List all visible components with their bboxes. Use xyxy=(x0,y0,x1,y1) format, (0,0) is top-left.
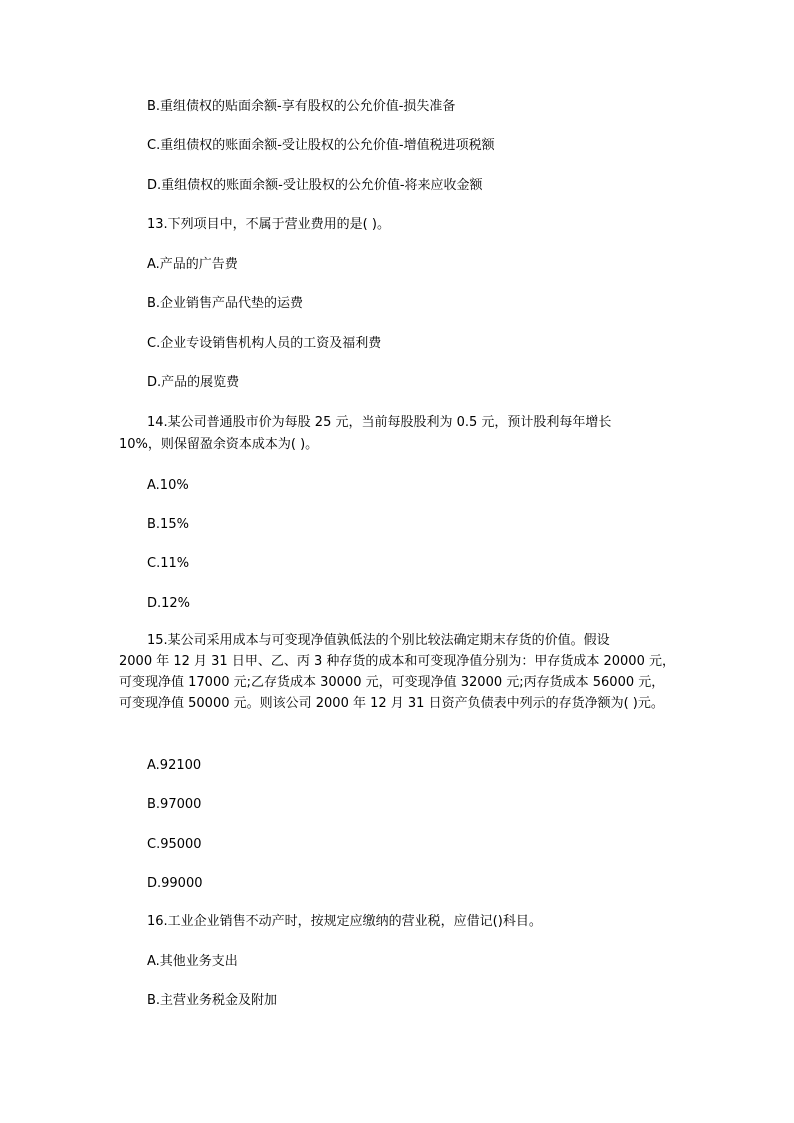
q15-stem-line4: 可变现净值 50000 元。则该公司 2000 年 12 月 31 日资产负债表中列示的存货净额为( )元。 xyxy=(119,696,664,711)
q15-stem-line1: 15.某公司采用成本与可变现净值孰低法的个别比较法确定期末存货的价值。假设 xyxy=(147,633,610,648)
q16-stem: 16.工业企业销售不动产时，按规定应缴纳的营业税，应借记()科目。 xyxy=(147,914,542,929)
q13-option-a: A.产品的广告费 xyxy=(147,257,238,272)
q14-stem-line1: 14.某公司普通股市价为每股 25 元，当前每股股利为 0.5 元，预计股利每年增长 xyxy=(147,415,612,430)
q16-option-b: B.主营业务税金及附加 xyxy=(147,993,278,1008)
q14-option-c: C.11% xyxy=(147,556,190,571)
q14-stem-line2: 10%，则保留盈余资本成本为( )。 xyxy=(119,437,319,452)
q13-stem: 13.下列项目中，不属于营业费用的是( )。 xyxy=(147,217,390,232)
q15-option-b: B.97000 xyxy=(147,797,202,812)
q15-stem-line3: 可变现净值 17000 元;乙存货成本 30000 元，可变现净值 32000 元;丙存货成本 56000 元， xyxy=(119,675,665,690)
q14-option-a: A.10% xyxy=(147,478,189,493)
q12-option-b: B.重组债权的贴面余额-享有股权的公允价值-损失准备 xyxy=(147,99,456,114)
q14-option-b: B.15% xyxy=(147,517,189,532)
q13-option-b: B.企业销售产品代垫的运费 xyxy=(147,296,304,311)
q15-option-c: C.95000 xyxy=(147,837,202,852)
q12-option-c: C.重组债权的账面余额-受让股权的公允价值-增值税进项税额 xyxy=(147,138,495,153)
q13-option-d: D.产品的展览费 xyxy=(147,375,240,390)
q15-stem-line2: 2000 年 12 月 31 日甲、乙、丙 3 种存货的成本和可变现净值分别为：甲存货成本 20000 元， xyxy=(119,654,675,669)
q15-option-d: D.99000 xyxy=(147,876,203,891)
q12-option-d: D.重组债权的账面余额-受让股权的公允价值-将来应收金额 xyxy=(147,178,483,193)
q13-option-c: C.企业专设销售机构人员的工资及福利费 xyxy=(147,336,382,351)
q15-option-a: A.92100 xyxy=(147,758,202,773)
q14-option-d: D.12% xyxy=(147,596,191,611)
q16-option-a: A.其他业务支出 xyxy=(147,954,238,969)
